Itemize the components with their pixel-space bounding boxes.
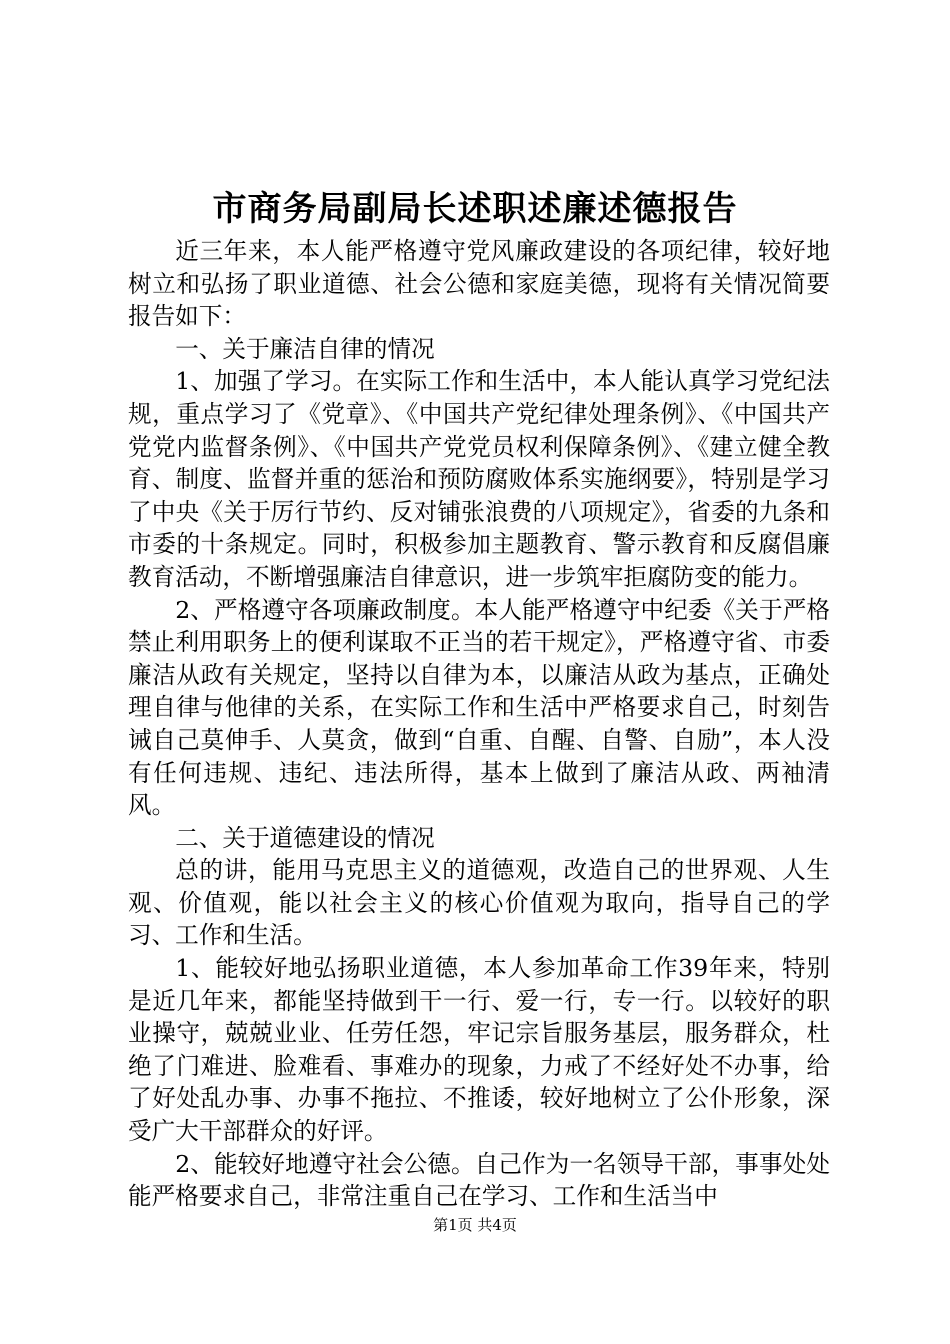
- paragraph-social-ethics: 2、能较好地遵守社会公德。自己作为一名领导干部，事事处处能严格要求自己，非常注重自己在学习、工作和生活当中: [128, 1149, 830, 1211]
- section-heading-integrity: 一、关于廉洁自律的情况: [175, 334, 435, 363]
- section-heading-morality: 二、关于道德建设的情况: [175, 823, 435, 852]
- paragraph-intro: 近三年来，本人能严格遵守党风廉政建设的各项纪律，较好地树立和弘扬了职业道德、社会公德和家庭美德，现将有关情况简要报告如下：: [128, 237, 830, 331]
- paragraph-study: 1、加强了学习。在实际工作和生活中，本人能认真学习党纪法规，重点学习了《党章》、《中国共产党纪律处理条例》、《中国共产党党内监督条例》、《中国共产党党员权利保障条例》、《建立健全教育、制度、监督并重的惩治和预防腐败体系实施纲要》，特别是学习了中央《关于厉行节约、反对铺张浪费的八项规定》，省委的九条和市委的十条规定。同时，积极参加主题教育、警示教育和反腐倡廉教育活动，不断增强廉洁自律意识，进一步筑牢拒腐防变的能力。: [128, 367, 830, 591]
- document-body: [128, 235, 830, 1213]
- paragraph-overview: 总的讲，能用马克思主义的道德观，改造自己的世界观、人生观、价值观，能以社会主义的核心价值观为取向，指导自己的学习、工作和生活。: [128, 856, 830, 950]
- paragraph-professional-ethics: 1、能较好地弘扬职业道德，本人参加革命工作39年来，特别是近几年来，都能坚持做到干一行、爱一行，专一行。以较好的职业操守，兢兢业业、任劳任怨，牢记宗旨服务基层，服务群众，杜绝了门难进、脸难看、事难办的现象，力戒了不经好处不办事，给了好处乱办事、办事不拖拉、不推诿，较好地树立了公仆形象，深受广大干部群众的好评。: [128, 954, 830, 1146]
- document-title: 市商务局副局长述职述廉述德报告: [212, 189, 738, 229]
- paragraph-rules: 2、严格遵守各项廉政制度。本人能严格遵守中纪委《关于严格禁止利用职务上的便利谋取不正当的若干规定》，严格遵守省、市委廉洁从政有关规定，坚持以自律为本，以廉洁从政为基点，正确处理自律与他律的关系，在实际工作和生活中严格要求自己，时刻告诫自己莫伸手、人莫贪，做到“自重、自醒、自警、自励”，本人没有任何违规、违纪、违法所得，基本上做到了廉洁从政、两袖清风。: [128, 595, 830, 820]
- page-footer: 第1页 共4页: [433, 1216, 517, 1234]
